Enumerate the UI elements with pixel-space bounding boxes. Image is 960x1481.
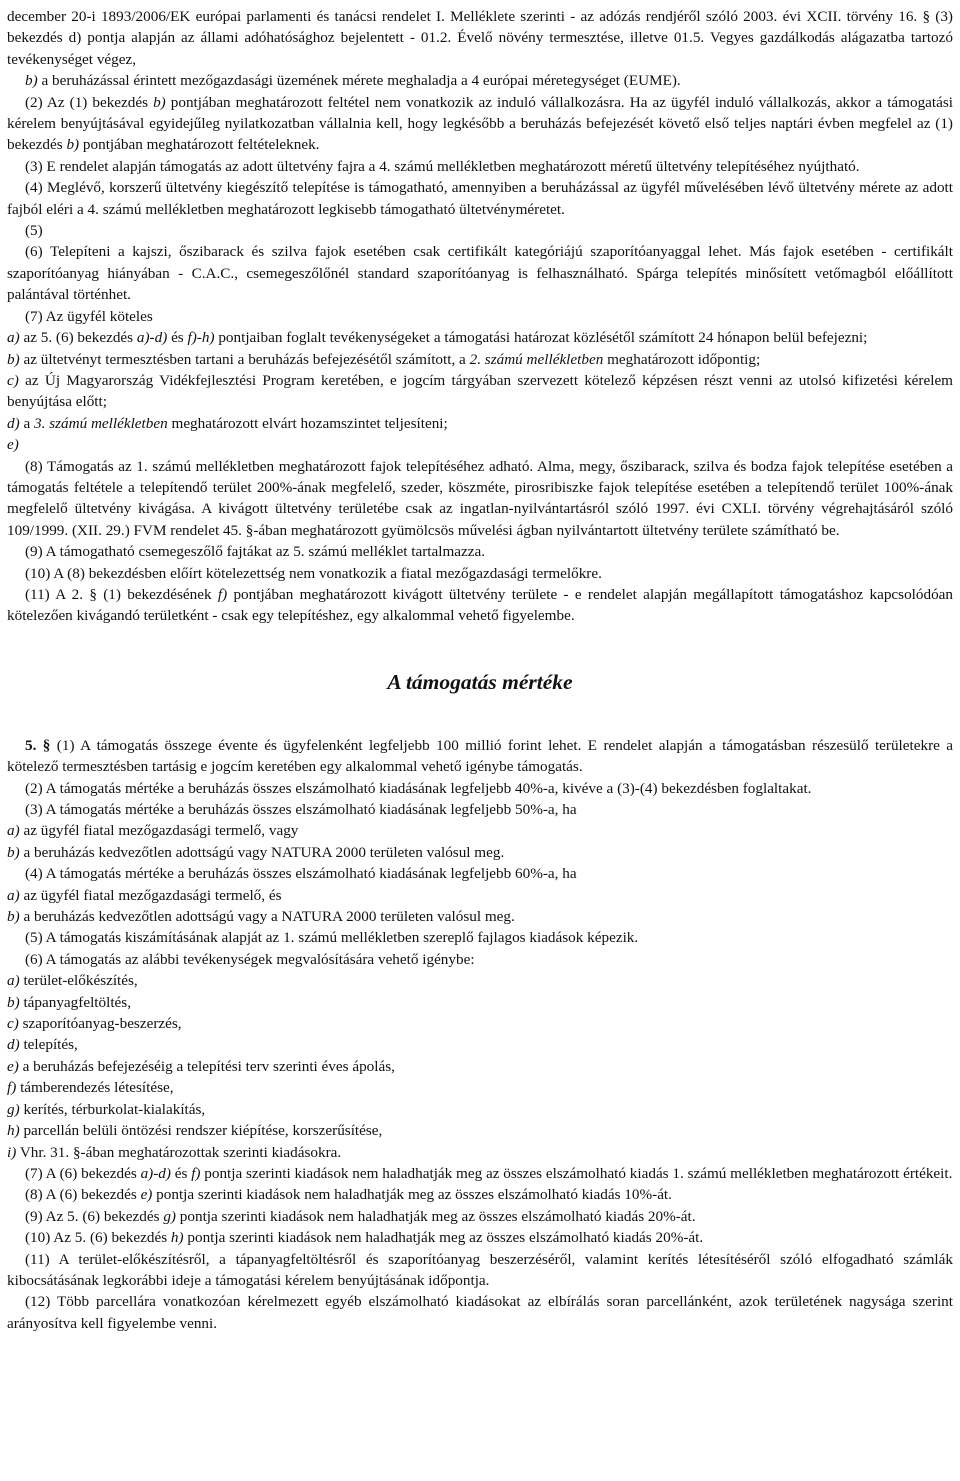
- text-segment: a: [23, 414, 31, 432]
- paragraph-5-11: [7, 1249, 953, 1292]
- annex-ref: 3.: [34, 414, 46, 432]
- paragraph-5-1: [7, 735, 953, 778]
- text-segment: pontja szerinti kiadások nem haladhatják meg az összes elszámolható kiadás 20%-át.: [179, 1207, 696, 1225]
- list-item-6b: [7, 992, 953, 1013]
- list-item-6e: [7, 1056, 953, 1077]
- paragraph-5: [7, 220, 953, 241]
- text-segment: és: [174, 1164, 188, 1182]
- annex-ref: számú mellékletben: [484, 350, 604, 368]
- text-segment: az ügyfél fiatal mezőgazdasági termelő, és: [23, 886, 282, 904]
- text-segment: (1) A támogatás összege évente és ügyfelenként legfeljebb 100 millió forint lehet. E rendelet alapján a támogatásban részesülő területekre a kötelező termesztésben tartásig e jogcím keretében egy alkalommal vehető igénybe támogatás.: [7, 736, 954, 776]
- list-marker: e): [140, 1186, 153, 1204]
- text-segment: kerítés, térburkolat-kialakítás,: [23, 1100, 206, 1118]
- list-item-6f: [7, 1077, 953, 1098]
- paragraph-7: [7, 306, 953, 327]
- text-segment: pontjában meghatározott kivágott ültetvény területe - e rendelet alapján megállapított támogatáshoz kapcsolódóan kötelezően kivágandó területként - csak egy telepítéshez, egy alkalommal vehető figyelembe.: [7, 585, 954, 625]
- text-segment: az ügyfél fiatal mezőgazdasági termelő, vagy: [23, 822, 299, 840]
- text-segment: (6) A támogatás az alábbi tevékenységek megvalósítására vehető igénybe:: [25, 950, 475, 968]
- section-number: 5. §: [25, 736, 51, 754]
- list-marker: g): [7, 1100, 20, 1118]
- text-segment: a beruházás kedvezőtlen adottságú vagy NATURA 2000 területen valósul meg.: [23, 843, 505, 861]
- list-marker: f)-h): [187, 329, 215, 347]
- paragraph-4: [7, 177, 953, 220]
- paragraph-5-10: [7, 1227, 953, 1248]
- text-segment: szaporítóanyag-beszerzés,: [22, 1015, 182, 1033]
- paragraph-11: [7, 584, 953, 627]
- list-marker: b): [153, 93, 166, 111]
- text-segment: (11) A terület-előkészítésről, a tápanyagfeltöltésről és szaporítóanyag beszerzéséről, valamint kerítés létesítéséről szóló elfogadható számlák kibocsátásának legkorábbi ideje a támogatási kérelem benyújtásának időpontja.: [7, 1250, 953, 1289]
- text-segment: Vhr. 31. §-ában meghatározottak szerinti kiadásokra.: [19, 1143, 342, 1161]
- paragraph-5-3: [7, 799, 953, 820]
- paragraph-8: [7, 456, 953, 542]
- text-segment: (10) Az 5. (6) bekezdés: [25, 1229, 168, 1247]
- text-segment: (8) A (6) bekezdés: [25, 1186, 137, 1204]
- list-marker: e): [7, 1057, 19, 1075]
- text-segment: pontja szerinti kiadások nem haladhatják meg az összes elszámolható kiadás 1. számú mellékletben meghatározott értékeit.: [204, 1164, 953, 1182]
- text-segment: (3) E rendelet alapján támogatás az adott ültetvény fajra a 4. számú mellékletben meghatározott méretű ültetvény telepítéséhez nyújtható.: [25, 157, 860, 175]
- list-marker: a)-d): [140, 1164, 171, 1182]
- list-marker: f): [217, 585, 228, 603]
- text-segment: (9) Az 5. (6) bekezdés: [25, 1207, 160, 1225]
- list-marker: f): [7, 1079, 17, 1097]
- text-segment: meghatározott elvárt hozamszintet teljesíteni;: [171, 414, 448, 432]
- text-segment: és: [171, 329, 184, 347]
- list-item-7d: [7, 413, 953, 434]
- paragraph-5-2: [7, 778, 953, 799]
- text-segment: parcellán belüli öntözési rendszer kiépítése, korszerűsítése,: [23, 1122, 383, 1140]
- paragraph-5-6: [7, 949, 953, 970]
- list-marker: c): [7, 371, 19, 389]
- list-item-3b: [7, 842, 953, 863]
- text-segment: (4) A támogatás mértéke a beruházás összes elszámolható kiadásának legfeljebb 60%-a, ha: [25, 865, 577, 883]
- text-segment: (6) Telepíteni a kajszi, őszibarack és szilva fajok esetében csak certifikált kategóriájú szaporítóanyaggal lehet. Más fajok esetében - certifikált szaporítóanyag hiányában - C.A.C., csemegeszőlőnél standard szaporítóanyag is felhasználható. Spárga telepítés minősített vetőmagból előállított palántával történhet.: [7, 243, 953, 304]
- paragraph-intro: [7, 6, 953, 70]
- text-segment: a beruházással érintett mezőgazdasági üzemének mérete meghaladja a 4 európai méretegységet (EUME).: [41, 72, 681, 90]
- list-item-6i: [7, 1142, 953, 1163]
- paragraph-6: [7, 241, 953, 305]
- text-segment: (3) A támogatás mértéke a beruházás összes elszámolható kiadásának legfeljebb 50%-a, ha: [25, 801, 577, 818]
- paragraph-5-9: [7, 1206, 953, 1227]
- list-marker: b): [7, 993, 20, 1011]
- text-segment: pontja szerinti kiadások nem haladhatják meg az összes elszámolható kiadás 20%-át.: [187, 1229, 704, 1247]
- text-segment: (2) Az (1) bekezdés: [25, 93, 149, 111]
- list-item-3a: [7, 820, 953, 841]
- list-marker: d): [7, 1036, 20, 1054]
- list-marker: a): [7, 972, 20, 990]
- list-marker: b): [25, 72, 38, 90]
- list-item-4a: [7, 885, 953, 906]
- text-segment: (7) A (6) bekezdés: [25, 1164, 137, 1182]
- list-marker: c): [7, 1015, 19, 1033]
- list-marker: a)-d): [136, 329, 168, 347]
- list-marker: b): [66, 136, 80, 154]
- paragraph-2: [7, 92, 953, 156]
- text-segment: támberendezés létesítése,: [20, 1079, 174, 1097]
- list-marker: h): [170, 1229, 184, 1247]
- text-segment: december 20-i 1893/2006/EK európai parlamenti és tanácsi rendelet I. Melléklete szerinti - az adózás rendjéről szóló 2003. évi XCII. törvény 16. § (3) bekezdés d) pontja alapján az állami adóhatósághoz bejelentett - 01.2. Évelő növény termesztése, illetve 01.5. Vegyes gazdálkodás alágazatba tartozó tevékenységet végez,: [7, 8, 953, 68]
- list-item-4b: [7, 906, 953, 927]
- list-marker: b): [7, 350, 20, 368]
- text-segment: (10) A (8) bekezdésben előírt kötelezettség nem vonatkozik a fiatal mezőgazdasági termelőkre.: [25, 564, 602, 582]
- text-segment: pontjaiban foglalt tevékenységeket a támogatási határozat közlésétől számított 24 hónapon belül befejezni;: [218, 329, 868, 347]
- text-segment: tápanyagfeltöltés,: [23, 993, 131, 1011]
- list-item-7a: [7, 327, 953, 348]
- text-segment: (8) Támogatás az 1. számú mellékletben meghatározott fajok telepítéséhez adható. Alma, megy, őszibarack, szilva és bodza fajok telepítése esetében a támogatás feltétele a telepítendő terület 200%-ának megfelelő, szeder, köszméte, pirosribiszke fajok telepítése esetében a telepítendő terület 100%-ának megfelelő ültetvény kivágása. A kivágott ültetvény területébe csak az ingatlan-nyilvántartásról szóló 1997. évi CXLI. törvény végrehajtásáról szóló 109/1999. (XII. 29.) FVM rendelet 45. §-ában meghatározott gyümölcsös művelési ágban nyilvántartott ültetvény területe számítható be.: [7, 457, 953, 539]
- paragraph-5-8: [7, 1184, 953, 1205]
- paragraph-5-12: [7, 1291, 953, 1334]
- list-item-6h: [7, 1120, 953, 1141]
- list-item-7c: [7, 370, 953, 413]
- paragraph-3: [7, 156, 953, 177]
- paragraph-9: [7, 541, 953, 562]
- list-item-6c: [7, 1013, 953, 1034]
- list-marker: e): [7, 436, 19, 454]
- list-marker: h): [7, 1122, 20, 1140]
- annex-ref: számú mellékletben: [49, 414, 168, 432]
- list-item-6d: [7, 1034, 953, 1055]
- text-segment: pontjában meghatározott feltételeknek.: [82, 136, 320, 154]
- paragraph-5-5: [7, 927, 953, 948]
- paragraph-5-4: [7, 863, 953, 884]
- text-segment: meghatározott időpontig;: [607, 350, 761, 368]
- text-segment: az Új Magyarország Vidékfejlesztési Program keretében, e jogcím tárgyában szervezett kötelező képzésen részt venni az utolsó kifizetési kérelem benyújtása előtt;: [7, 371, 954, 411]
- paragraph-condition-b: [7, 70, 953, 91]
- text-segment: a beruházás kedvezőtlen adottságú vagy a NATURA 2000 területen valósul meg.: [23, 908, 515, 926]
- list-marker: i): [7, 1143, 17, 1161]
- list-marker: a): [7, 329, 20, 347]
- list-item-7e: [7, 434, 953, 455]
- list-marker: b): [7, 843, 20, 861]
- text-segment: az ültetvényt termesztésben tartani a beruházás befejezésétől számított, a: [23, 350, 466, 368]
- list-item-6a: [7, 970, 953, 991]
- text-segment: telepítés,: [23, 1036, 78, 1054]
- list-marker: g): [163, 1207, 176, 1225]
- section-heading: A támogatás mértéke: [387, 669, 573, 694]
- list-marker: d): [7, 414, 20, 432]
- text-segment: (12) Több parcellára vonatkozóan kérelmezett egyéb elszámolható kiadásokat az elbírálás soran parcellánként, azok területének nagysága szerint arányosítva kell figyelembe venni.: [7, 1293, 953, 1332]
- list-marker: a): [7, 886, 20, 904]
- annex-ref: 2.: [469, 350, 481, 368]
- list-item-6g: [7, 1099, 953, 1120]
- list-item-7b: [7, 349, 953, 370]
- text-segment: terület-előkészítés,: [23, 972, 138, 990]
- text-segment: a beruházás befejezéséig a telepítési terv szerinti éves ápolás,: [22, 1057, 395, 1075]
- text-segment: (2) A támogatás mértéke a beruházás összes elszámolható kiadásának legfeljebb 40%-a, kivéve a (3)-(4) bekezdésben foglaltakat.: [25, 779, 812, 797]
- paragraph-10: [7, 563, 953, 584]
- list-marker: a): [7, 822, 20, 840]
- text-segment: pontjában meghatározott feltétel nem vonatkozik az induló vállalkozásra. Ha az ügyfél induló vállalkozás, akkor a támogatási kérelem benyújtásával egyidejűleg nyilatkozatban vállalnia kell, hogy legkésőbb a beruházás befejezését követő első teljes naptári évben megfelel az (1) bekezdés: [7, 93, 953, 154]
- list-marker: b): [7, 908, 20, 926]
- list-marker: f): [191, 1164, 201, 1182]
- text-segment: (9) A támogatható csemegeszőlő fajtákat az 5. számú melléklet tartalmazza.: [25, 543, 486, 561]
- text-segment: (4) Meglévő, korszerű ültetvény kiegészítő telepítése is támogatható, amennyiben a beruházással az ügyfél művelésében lévő ültetvény mérete az adott fajból eléri a 4. számú mellékletben meghatározott legkisebb támogatható ültetvényméretet.: [7, 179, 953, 218]
- text-segment: az 5. (6) bekezdés: [23, 329, 134, 347]
- text-segment: pontja szerinti kiadások nem haladhatják meg az összes elszámolható kiadás 10%-át.: [156, 1186, 672, 1204]
- text-segment: (7) Az ügyfél köteles: [25, 307, 153, 325]
- text-segment: (11) A 2. § (1) bekezdésének: [25, 585, 212, 603]
- text-segment: (5): [25, 222, 43, 240]
- text-segment: (5) A támogatás kiszámításának alapját az 1. számú mellékletben szereplő fajlagos kiadások képezik.: [25, 929, 639, 947]
- paragraph-5-7: [7, 1163, 953, 1184]
